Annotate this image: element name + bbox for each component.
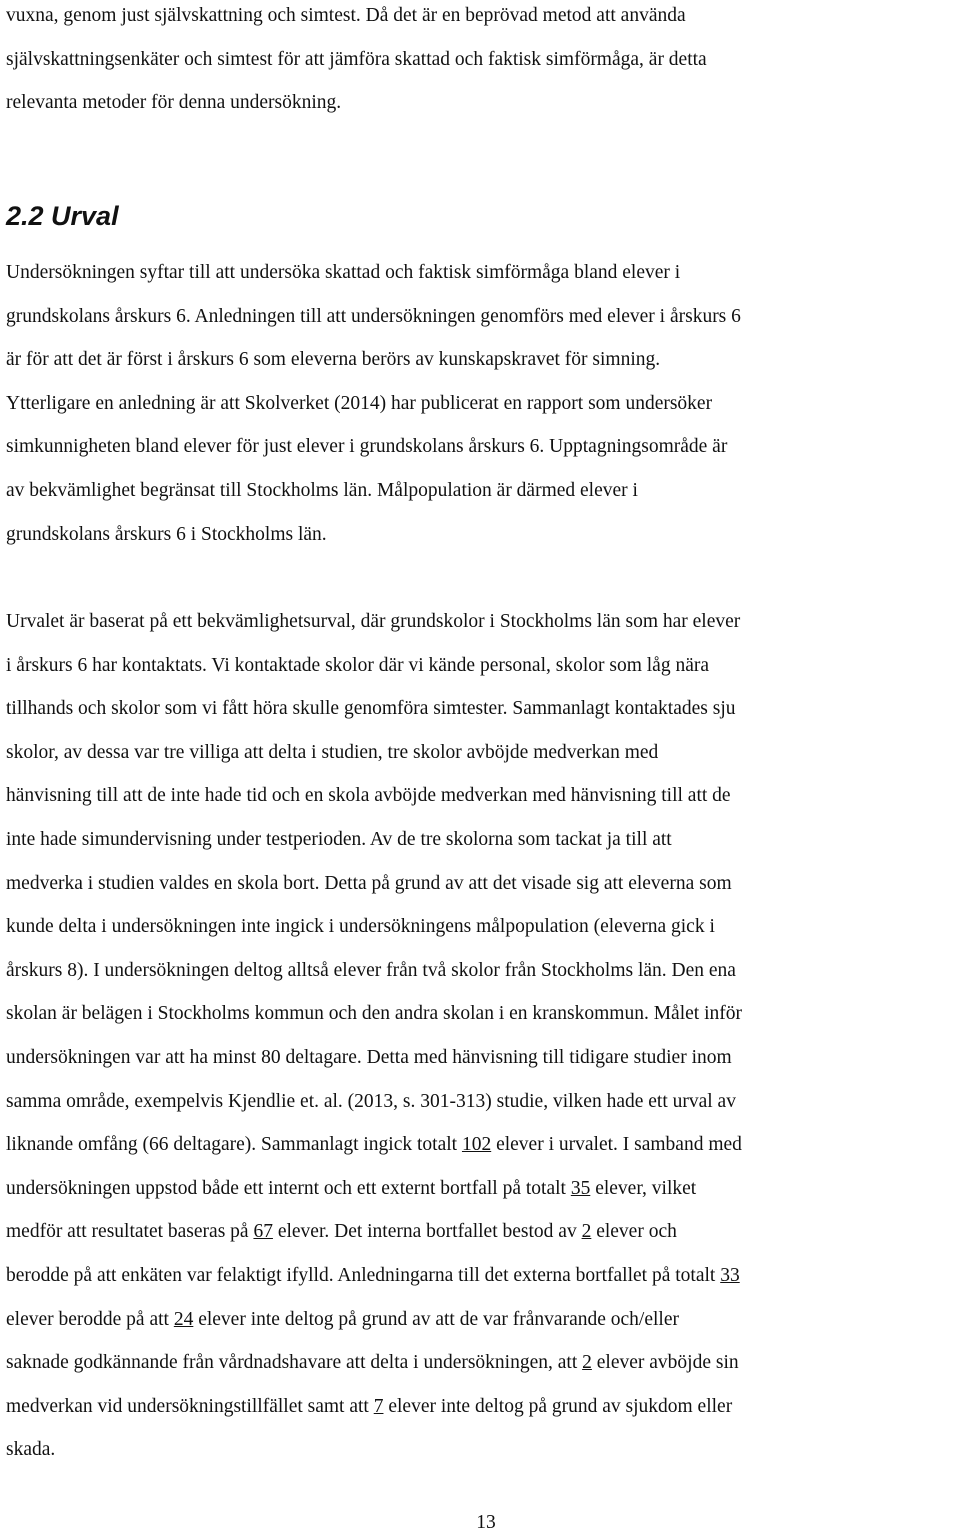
text-line [6,774,742,818]
text-segment: i årskurs 6 har kontaktats. Vi kontaktade skolor där vi kände personal, skolor som låg nära [6,654,710,676]
text-segment: undersökningen var att ha minst 80 deltagare. Detta med hänvisning till tidigare studier inom [6,1046,732,1068]
underlined-number: 102 [461,1134,492,1156]
text-line [6,992,742,1036]
text-segment: skada. [6,1439,56,1461]
text-segment: elever. Det interna bortfallet bestod av [272,1221,582,1243]
text-line: Undersökningen syftar till att undersöka skattad och faktisk simförmåga bland elever i [6,262,681,283]
text-line [6,818,742,862]
text-segment: elever berodde på att [6,1308,174,1330]
text-segment: elever och [591,1221,677,1243]
paragraph-1 [6,251,741,556]
text-segment: kunde delta i undersökningen inte ingick i undersökningens målpopulation (eleverna gick i [6,916,715,938]
paragraph-2 [6,600,742,1472]
text-segment: årskurs 8). I undersökningen deltog alltså elever från två skolor från Stockholms län. Den ena [6,959,736,981]
text-line: av bekvämlighet begränsat till Stockholms län. Målpopulation är därmed elever i [6,479,638,501]
text-line [6,1080,742,1124]
text-line [6,644,742,688]
text-segment: elever avböjde sin [591,1352,739,1374]
text-line [6,1298,742,1342]
text-segment: medför att resultatet baseras på [6,1221,254,1243]
section-heading: 2.2 Urval [6,201,119,231]
text-segment: inte hade simundervisning under testperioden. Av de tre skolorna som tackat ja till att [6,828,672,850]
text-segment: hänvisning till att de inte hade tid och en skola avböjde medverkan med hänvisning till att de [6,785,731,807]
text-line: vuxna, genom just självskattning och simtest. Då det är en beprövad metod att använda [6,5,686,26]
underlined-number: 2 [582,1352,592,1374]
text-line [6,1036,742,1080]
page-number: 13 [476,1512,496,1533]
underlined-number: 35 [570,1177,591,1199]
text-line: grundskolans årskurs 6 i Stockholms län. [6,523,327,545]
text-segment: saknade godkännande från vårdnadshavare att delta i undersökningen, att [6,1352,583,1374]
text-segment: skolan är belägen i Stockholms kommun och den andra skolan i en kranskommun. Målet inför [6,1003,742,1025]
text-segment: elever i urvalet. I samband med [491,1134,742,1156]
text-segment: tillhands och skolor som vi fått höra skulle genomföra simtester. Sammanlagt kontaktades sju [6,698,736,720]
underlined-number: 7 [373,1395,384,1417]
text-segment: medverka i studien valdes en skola bort. Detta på grund av att det visade sig att eleverna som [6,872,732,894]
text-line [6,949,742,993]
text-segment: medverkan vid undersökningstillfället samt att [6,1395,374,1417]
text-line: självskattningsenkäter och simtest för att jämföra skattad och faktisk simförmåga, är detta [6,48,707,70]
text-line: grundskolans årskurs 6. Anledningen till att undersökningen genomförs med elever i årskurs 6 [6,305,741,327]
text-line [6,731,742,775]
text-line [6,600,742,644]
text-segment: liknande omfång (66 deltagare). Sammanlagt ingick totalt [6,1134,462,1156]
text-line [6,1341,742,1385]
text-line [6,1428,742,1472]
text-line [6,905,742,949]
text-segment: samma område, exempelvis Kjendlie et. al. (2013, s. 301-313) studie, vilken hade ett urval av [6,1090,736,1112]
text-line: simkunnigheten bland elever för just elever i grundskolans årskurs 6. Upptagningsområde är [6,436,728,458]
text-segment: elever, vilket [590,1177,697,1199]
text-segment: undersökningen uppstod både ett internt och ett externt bortfall på totalt [6,1177,571,1199]
underlined-number: 67 [253,1221,273,1243]
text-segment: skolor, av dessa var tre villiga att delta i studien, tre skolor avböjde medverkan med [6,741,659,763]
text-line [6,1123,742,1167]
underlined-number: 33 [720,1264,740,1286]
text-segment: elever inte deltog på grund av att de var frånvarande och/eller [193,1308,679,1330]
intro-paragraph [6,0,707,125]
text-line [6,687,742,731]
text-line: är för att det är först i årskurs 6 som eleverna berörs av kunskapskravet för simning. [6,349,661,371]
text-line [6,1167,742,1211]
text-line [6,1210,742,1254]
text-line: relevanta metoder för denna undersökning. [6,92,342,114]
text-segment: elever inte deltog på grund av sjukdom eller [383,1395,733,1417]
text-line [6,862,742,906]
text-segment: berodde på att enkäten var felaktigt ifylld. Anledningarna till det externa bortfallet på totalt [6,1264,721,1286]
text-line [6,1385,742,1429]
underlined-number: 24 [173,1308,194,1330]
underlined-number: 2 [581,1221,592,1243]
text-line: Ytterligare en anledning är att Skolverket (2014) har publicerat en rapport som undersöker [6,392,713,414]
text-line [6,1254,742,1298]
text-segment: Urvalet är baserat på ett bekvämlighetsurval, där grundskolor i Stockholms län som har elever [6,611,741,632]
